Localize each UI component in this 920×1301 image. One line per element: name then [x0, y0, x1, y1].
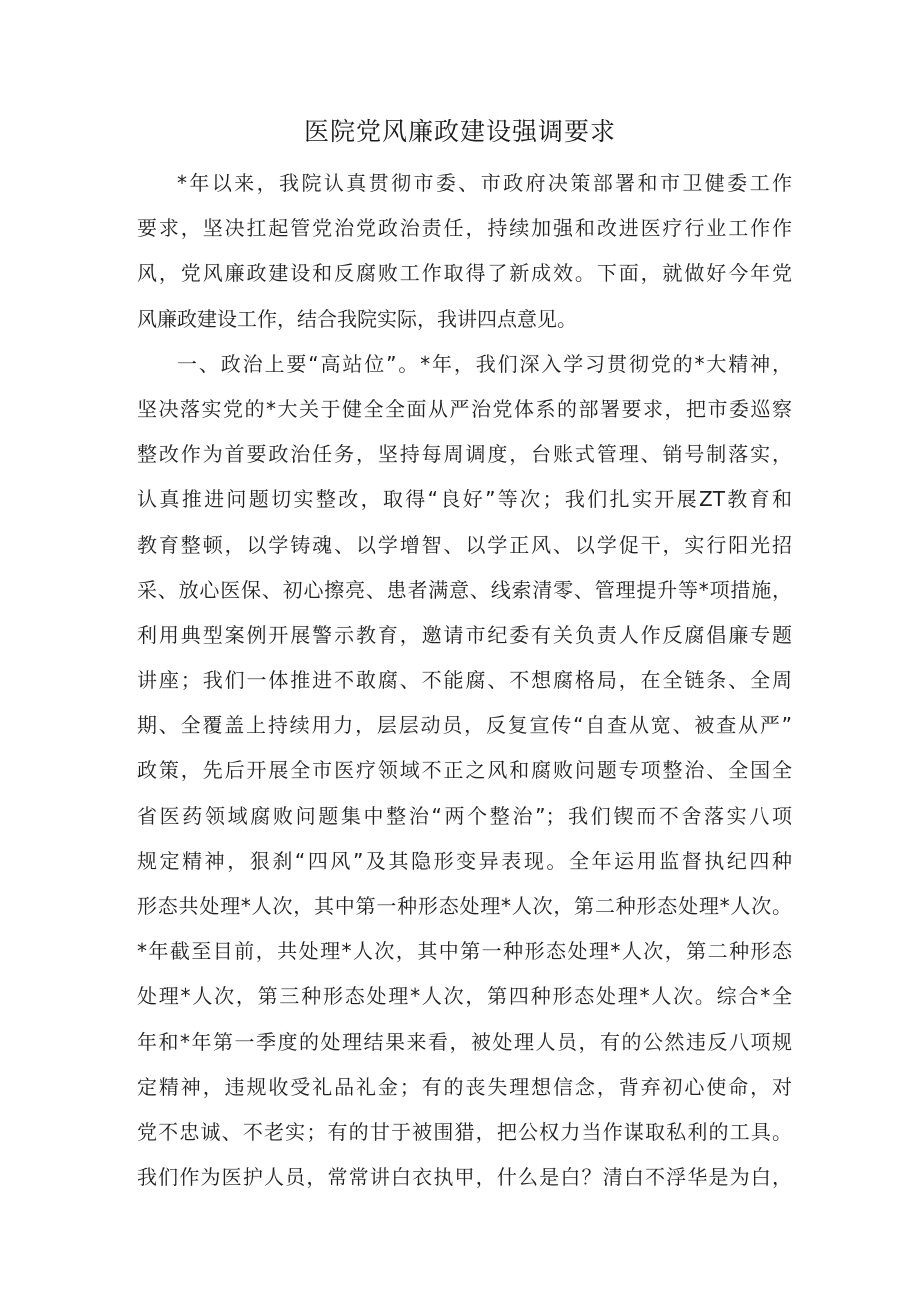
text-line: 认真推进问题切实整改，取得“良好”等次；我们扎实开展ZT教育和	[137, 487, 792, 512]
text-line: 采、放心医保、初心擦亮、患者满意、线索清零、管理提升等*项措施，	[137, 577, 792, 602]
text-line: 期、全覆盖上持续用力，层层动员，反复宣传“自查从宽、被查从严”	[137, 713, 792, 738]
document-body	[137, 161, 792, 1200]
text-line: 政策，先后开展全市医疗领域不正之风和腐败问题专项整治、全国全	[137, 758, 792, 783]
paragraph-section-one	[137, 342, 792, 1201]
text-line: 定精神，违规收受礼品礼金；有的丧失理想信念，背弃初心使命，对	[137, 1074, 792, 1099]
text-line: 风廉政建设工作，结合我院实际，我讲四点意见。	[137, 306, 577, 331]
text-line: 整改作为首要政治任务，坚持每周调度，台账式管理、销号制落实，	[137, 442, 792, 467]
text-line: 风，党风廉政建设和反腐败工作取得了新成效。下面，就做好今年党	[137, 261, 792, 286]
text-line: *年截至目前，共处理*人次，其中第一种形态处理*人次，第二种形态	[137, 939, 792, 964]
text-line: 讲座；我们一体推进不敢腐、不能腐、不想腐格局，在全链条、全周	[137, 668, 792, 693]
text-line: 一、政治上要“高站位”。*年，我们深入学习贯彻党的*大精神，	[177, 351, 792, 376]
text-line: 我们作为医护人员，常常讲白衣执甲，什么是白？清白不浮华是为白，	[137, 1165, 792, 1190]
text-line: 利用典型案例开展警示教育，邀请市纪委有关负责人作反腐倡廉专题	[137, 622, 792, 647]
text-line: *年以来，我院认真贯彻市委、市政府决策部署和市卫健委工作	[177, 171, 792, 195]
text-line: 省医药领域腐败问题集中整治“两个整治”；我们锲而不舍落实八项	[137, 803, 792, 828]
text-line: 党不忠诚、不老实；有的甘于被围猎，把公权力当作谋取私利的工具。	[137, 1119, 792, 1144]
text-line: 形态共处理*人次，其中第一种形态处理*人次，第二种形态处理*人次。	[137, 894, 792, 918]
paragraph-intro	[137, 161, 792, 342]
text-line: 年和*年第一季度的处理结果来看，被处理人员，有的公然违反八项规	[137, 1029, 792, 1054]
text-line: 教育整顿，以学铸魂、以学增智、以学正风、以学促干，实行阳光招	[137, 532, 792, 557]
text-line: 要求，坚决扛起管党治党政治责任，持续加强和改进医疗行业工作作	[137, 216, 792, 241]
text-line: 坚决落实党的*大关于健全全面从严治党体系的部署要求，把市委巡察	[137, 396, 792, 421]
text-line: 规定精神，狠刹“四风”及其隐形变异表现。全年运用监督执纪四种	[137, 848, 792, 873]
text-line: 处理*人次，第三种形态处理*人次，第四种形态处理*人次。综合*全	[137, 984, 792, 1009]
document-title: 医院党风廉政建设强调要求	[303, 117, 616, 146]
